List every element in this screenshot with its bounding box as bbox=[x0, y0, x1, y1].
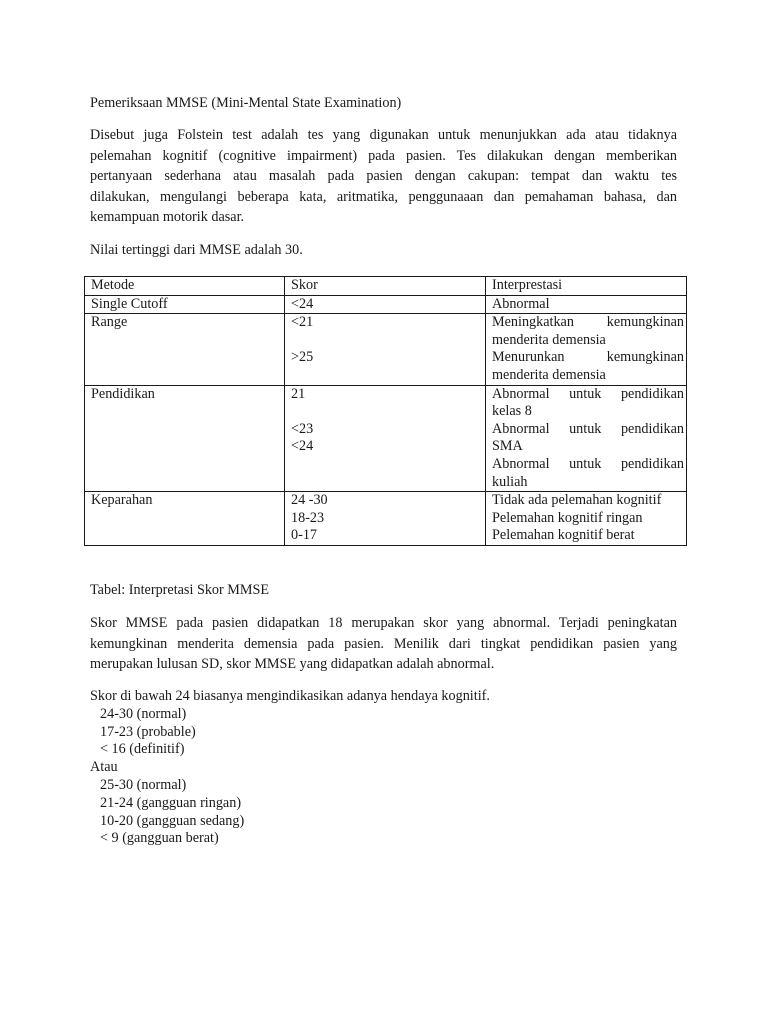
score-value: 18-23 bbox=[291, 509, 325, 526]
interpretation-line: SMA bbox=[492, 438, 523, 455]
method-cell: Keparahan bbox=[85, 492, 285, 546]
interpretation-line: Meningkatkan kemungkinan bbox=[492, 314, 684, 331]
method-cell: Single Cutoff bbox=[85, 295, 285, 314]
interpretation-line: Pelemahan kognitif berat bbox=[492, 527, 635, 544]
interpretation-cell: Abnormal bbox=[486, 295, 687, 314]
finding-line: merupakan lulusan SD, skor MMSE yang didapatkan adalah abnormal. bbox=[90, 656, 495, 672]
list-item: 17-23 (probable) bbox=[100, 723, 196, 740]
score-value: <23 bbox=[291, 420, 314, 437]
score-cell bbox=[285, 314, 486, 385]
table-caption: Tabel: Interpretasi Skor MMSE bbox=[90, 582, 270, 598]
list-item: 10-20 (gangguan sedang) bbox=[100, 812, 245, 829]
interpretation-line: kelas 8 bbox=[492, 403, 532, 420]
header-cell-method: Metode bbox=[85, 277, 285, 296]
max-score-text: Nilai tertinggi dari MMSE adalah 30. bbox=[90, 242, 303, 258]
table-row bbox=[85, 492, 687, 546]
list-item: 21-24 (gangguan ringan) bbox=[100, 794, 242, 811]
table-row bbox=[85, 385, 687, 492]
score-value: 0-17 bbox=[291, 527, 318, 544]
interpretation-line: menderita demensia bbox=[492, 331, 606, 348]
interpretation-line: Menurunkan kemungkinan bbox=[492, 349, 684, 366]
list-item: 25-30 (normal) bbox=[100, 776, 187, 793]
intro-line: pelemahan kognitif (cognitive impairment) pada pasien. Tes dilakukan dengan memberikan bbox=[90, 147, 677, 164]
interpretation-line: kuliah bbox=[492, 473, 528, 490]
interpretation-line: Pelemahan kognitif ringan bbox=[492, 509, 643, 526]
header-cell-score: Skor bbox=[285, 277, 486, 296]
list-item: < 16 (definitif) bbox=[100, 741, 185, 758]
finding-line: Skor MMSE pada pasien didapatkan 18 merupakan skor yang abnormal. Terjadi peningkatan bbox=[90, 615, 677, 631]
interpretation-cell bbox=[486, 492, 687, 546]
table-header-row bbox=[85, 277, 687, 296]
table-row bbox=[85, 314, 687, 385]
list-intro: Skor di bawah 24 biasanya mengindikasikan adanya hendaya kognitif. bbox=[90, 688, 490, 704]
method-cell: Range bbox=[85, 314, 285, 385]
method-cell: Pendidikan bbox=[85, 385, 285, 492]
mmse-interpretation-table bbox=[84, 276, 687, 546]
intro-line: Disebut juga Folstein test adalah tes yang digunakan untuk menunjukkan ada atau tidaknya bbox=[90, 127, 677, 143]
intro-line: kemampuan motorik dasar. bbox=[90, 209, 245, 225]
score-value: 24 -30 bbox=[291, 492, 328, 509]
interpretation-cell bbox=[486, 385, 687, 492]
score-value: <21 bbox=[291, 314, 314, 331]
score-cell: <24 bbox=[285, 295, 486, 314]
interpretation-line: Tidak ada pelemahan kognitif bbox=[492, 492, 662, 509]
document-title: Pemeriksaan MMSE (Mini-Mental State Examination) bbox=[90, 95, 402, 111]
table-row bbox=[85, 295, 687, 314]
score-cell bbox=[285, 385, 486, 492]
interpretation-line: Abnormal untuk pendidikan bbox=[492, 455, 684, 472]
intro-line: dilakukan, mengulangi beberapa kata, aritmatika, penggunaaan dan pemahaman bahasa, dan bbox=[90, 188, 677, 205]
list-item: < 9 (gangguan berat) bbox=[100, 830, 219, 847]
score-cell bbox=[285, 492, 486, 546]
list-separator: Atau bbox=[90, 759, 118, 776]
finding-paragraph bbox=[90, 613, 677, 675]
score-category-list bbox=[90, 688, 490, 848]
interpretation-line: Abnormal untuk pendidikan bbox=[492, 420, 684, 437]
intro-paragraph bbox=[90, 125, 677, 228]
interpretation-cell bbox=[486, 314, 687, 385]
finding-line: kemungkinan menderita demensia pada pasien. Menilik dari tingkat pendidikan pasien yang bbox=[90, 635, 677, 652]
header-cell-interpretation: Interprestasi bbox=[486, 277, 687, 296]
interpretation-line: menderita demensia bbox=[492, 366, 606, 383]
score-value: 21 bbox=[291, 385, 306, 402]
score-value: >25 bbox=[291, 349, 314, 366]
interpretation-line: Abnormal untuk pendidikan bbox=[492, 385, 684, 402]
score-value: <24 bbox=[291, 438, 314, 455]
list-item: 24-30 (normal) bbox=[100, 705, 187, 722]
intro-line: pertanyaan sederhana atau masalah pada pasien dengan cakupan: tempat dan waktu tes bbox=[90, 168, 677, 184]
